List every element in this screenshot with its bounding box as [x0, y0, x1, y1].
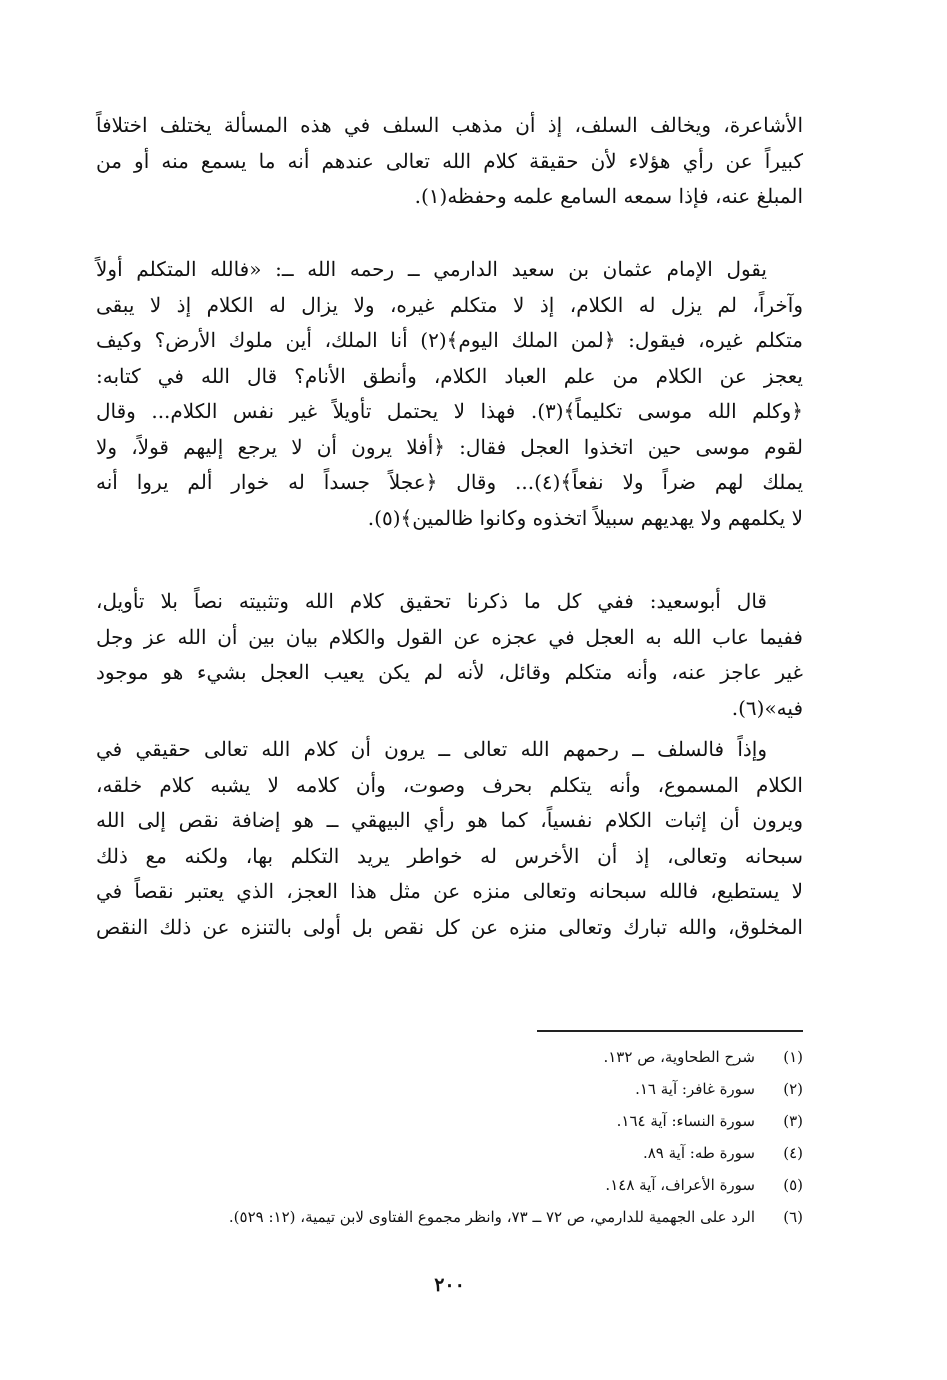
- footnote-item: [96, 1169, 803, 1201]
- footnote-text: الرد على الجهمية للدارمي، ص ٧٢ ــ ٧٣، وانظر مجموع الفتاوى لابن تيمية، (١٢: ٥٢٩).: [228, 1208, 755, 1226]
- text-line: لقوم موسى حين اتخذوا العجل فقال: ﴿أفلا يرون أن لا يرجع إليهم قولاً، ولا: [96, 434, 803, 459]
- paragraph-3: [96, 584, 803, 726]
- text-line: سبحانه وتعالى، إذ أن الأخرس له خواطر يريد التكلم بها، ولكنه مع ذلك: [96, 843, 803, 868]
- footnote-number: (٢): [783, 1080, 803, 1098]
- text-line: ففيما عاب الله به العجل في عجزه عن القول والكلام بيان بين أن الله عز وجل: [96, 624, 803, 649]
- footnote-text: سورة الأعراف، آية ١٤٨.: [605, 1176, 755, 1194]
- text-line: متكلم غيره، فيقول: ﴿لمن الملك اليوم﴾(٢) أنا الملك، أين ملوك الأرض؟ وكيف: [96, 328, 803, 352]
- text-line: يعجز عن الكلام من علم العباد الكلام، وأنطق الأنام؟ قال الله في كتابه:: [96, 363, 803, 388]
- text-line: الأشاعرة، ويخالف السلف، إذ أن مذهب السلف في هذه المسألة يختلف اختلافاً: [96, 113, 803, 137]
- paragraph-2: [96, 252, 803, 536]
- footnote-divider: [537, 1030, 803, 1032]
- paragraph-1: [96, 108, 803, 215]
- footnote-text: سورة طه: آية ٨٩.: [642, 1144, 755, 1162]
- footnote-item: [96, 1201, 803, 1233]
- text-line: وإذاً فالسلف ــ رحمهم الله تعالى ــ يرون أن كلام الله تعالى حقيقي في: [96, 737, 767, 761]
- footnote-text: شرح الطحاوية، ص ١٣٢.: [603, 1048, 755, 1066]
- text-line: فيه»(٦).: [731, 695, 803, 720]
- text-line: غير عاجز عنه، وأنه متكلم وقائل، لأنه لم يكن يعيب العجل بشيء هو موجود: [96, 660, 803, 684]
- footnote-number: (٣): [783, 1112, 803, 1130]
- footnote-number: (١): [783, 1048, 803, 1066]
- text-line: المخلوق، والله تبارك وتعالى منزه عن كل نقص بل أولى بالتنزه عن ذلك النقص: [96, 914, 803, 939]
- footnote-item: [96, 1137, 803, 1169]
- text-line: قال أبوسعيد: ففي كل ما ذكرنا تحقيق كلام الله وتثبيته نصاً بلا تأويل،: [96, 589, 767, 613]
- footnote-item: [96, 1105, 803, 1137]
- text-line: وآخراً، لم يزل له الكلام، إذ لا متكلم غيره، ولا يزال له الكلام إذ لا يبقى: [96, 292, 803, 317]
- text-line: ﴿وكلم الله موسى تكليماً﴾(٣). فهذا لا يحتمل تأويلاً غير نفس الكلام... وقال: [96, 399, 804, 423]
- text-line: الكلام المسموع، وأنه يتكلم بحرف وصوت، وأن كلامه لا يشبه كلام خلقه،: [96, 772, 803, 797]
- text-line: يقول الإمام عثمان بن سعيد الدارمي ــ رحمه الله ــ: «فالله المتكلم أولاً: [96, 257, 767, 281]
- paragraph-4: [96, 732, 803, 945]
- footnote-text: سورة النساء: آية ١٦٤.: [616, 1112, 755, 1130]
- text-line: لا يكلمهم ولا يهديهم سبيلاً اتخذوه وكانوا ظالمين﴾(٥).: [367, 505, 803, 530]
- text-line: يملك لهم ضراً ولا نفعاً﴾(٤)... وقال ﴿عجلاً جسداً له خوار ألم يروا أنه: [96, 470, 804, 494]
- text-line: كبيراً عن رأي هؤلاء لأن حقيقة كلام الله تعالى عندهم أنه ما يسمع منه أو من: [96, 148, 803, 173]
- footnote-number: (٥): [783, 1176, 803, 1194]
- text-line: ويرون أن إثبات الكلام نفسياً، كما هو رأي البيهقي ــ هو إضافة نقص إلى الله: [96, 808, 803, 832]
- page-number: ٢٠٠: [434, 1274, 465, 1296]
- text-line: المبلغ عنه، فإذا سمعه السامع علمه وحفظه(١).: [414, 184, 803, 208]
- footnote-text: سورة غافر: آية ١٦.: [635, 1080, 755, 1098]
- footnote-number: (٤): [783, 1144, 803, 1162]
- text-line: لا يستطيع، فالله سبحانه وتعالى منزه عن مثل هذا العجز، الذي يعتبر نقصاً في: [96, 879, 803, 903]
- footnotes: [96, 1041, 803, 1233]
- footnote-number: (٦): [783, 1208, 803, 1226]
- footnote-item: [96, 1041, 803, 1073]
- footnote-item: [96, 1073, 803, 1105]
